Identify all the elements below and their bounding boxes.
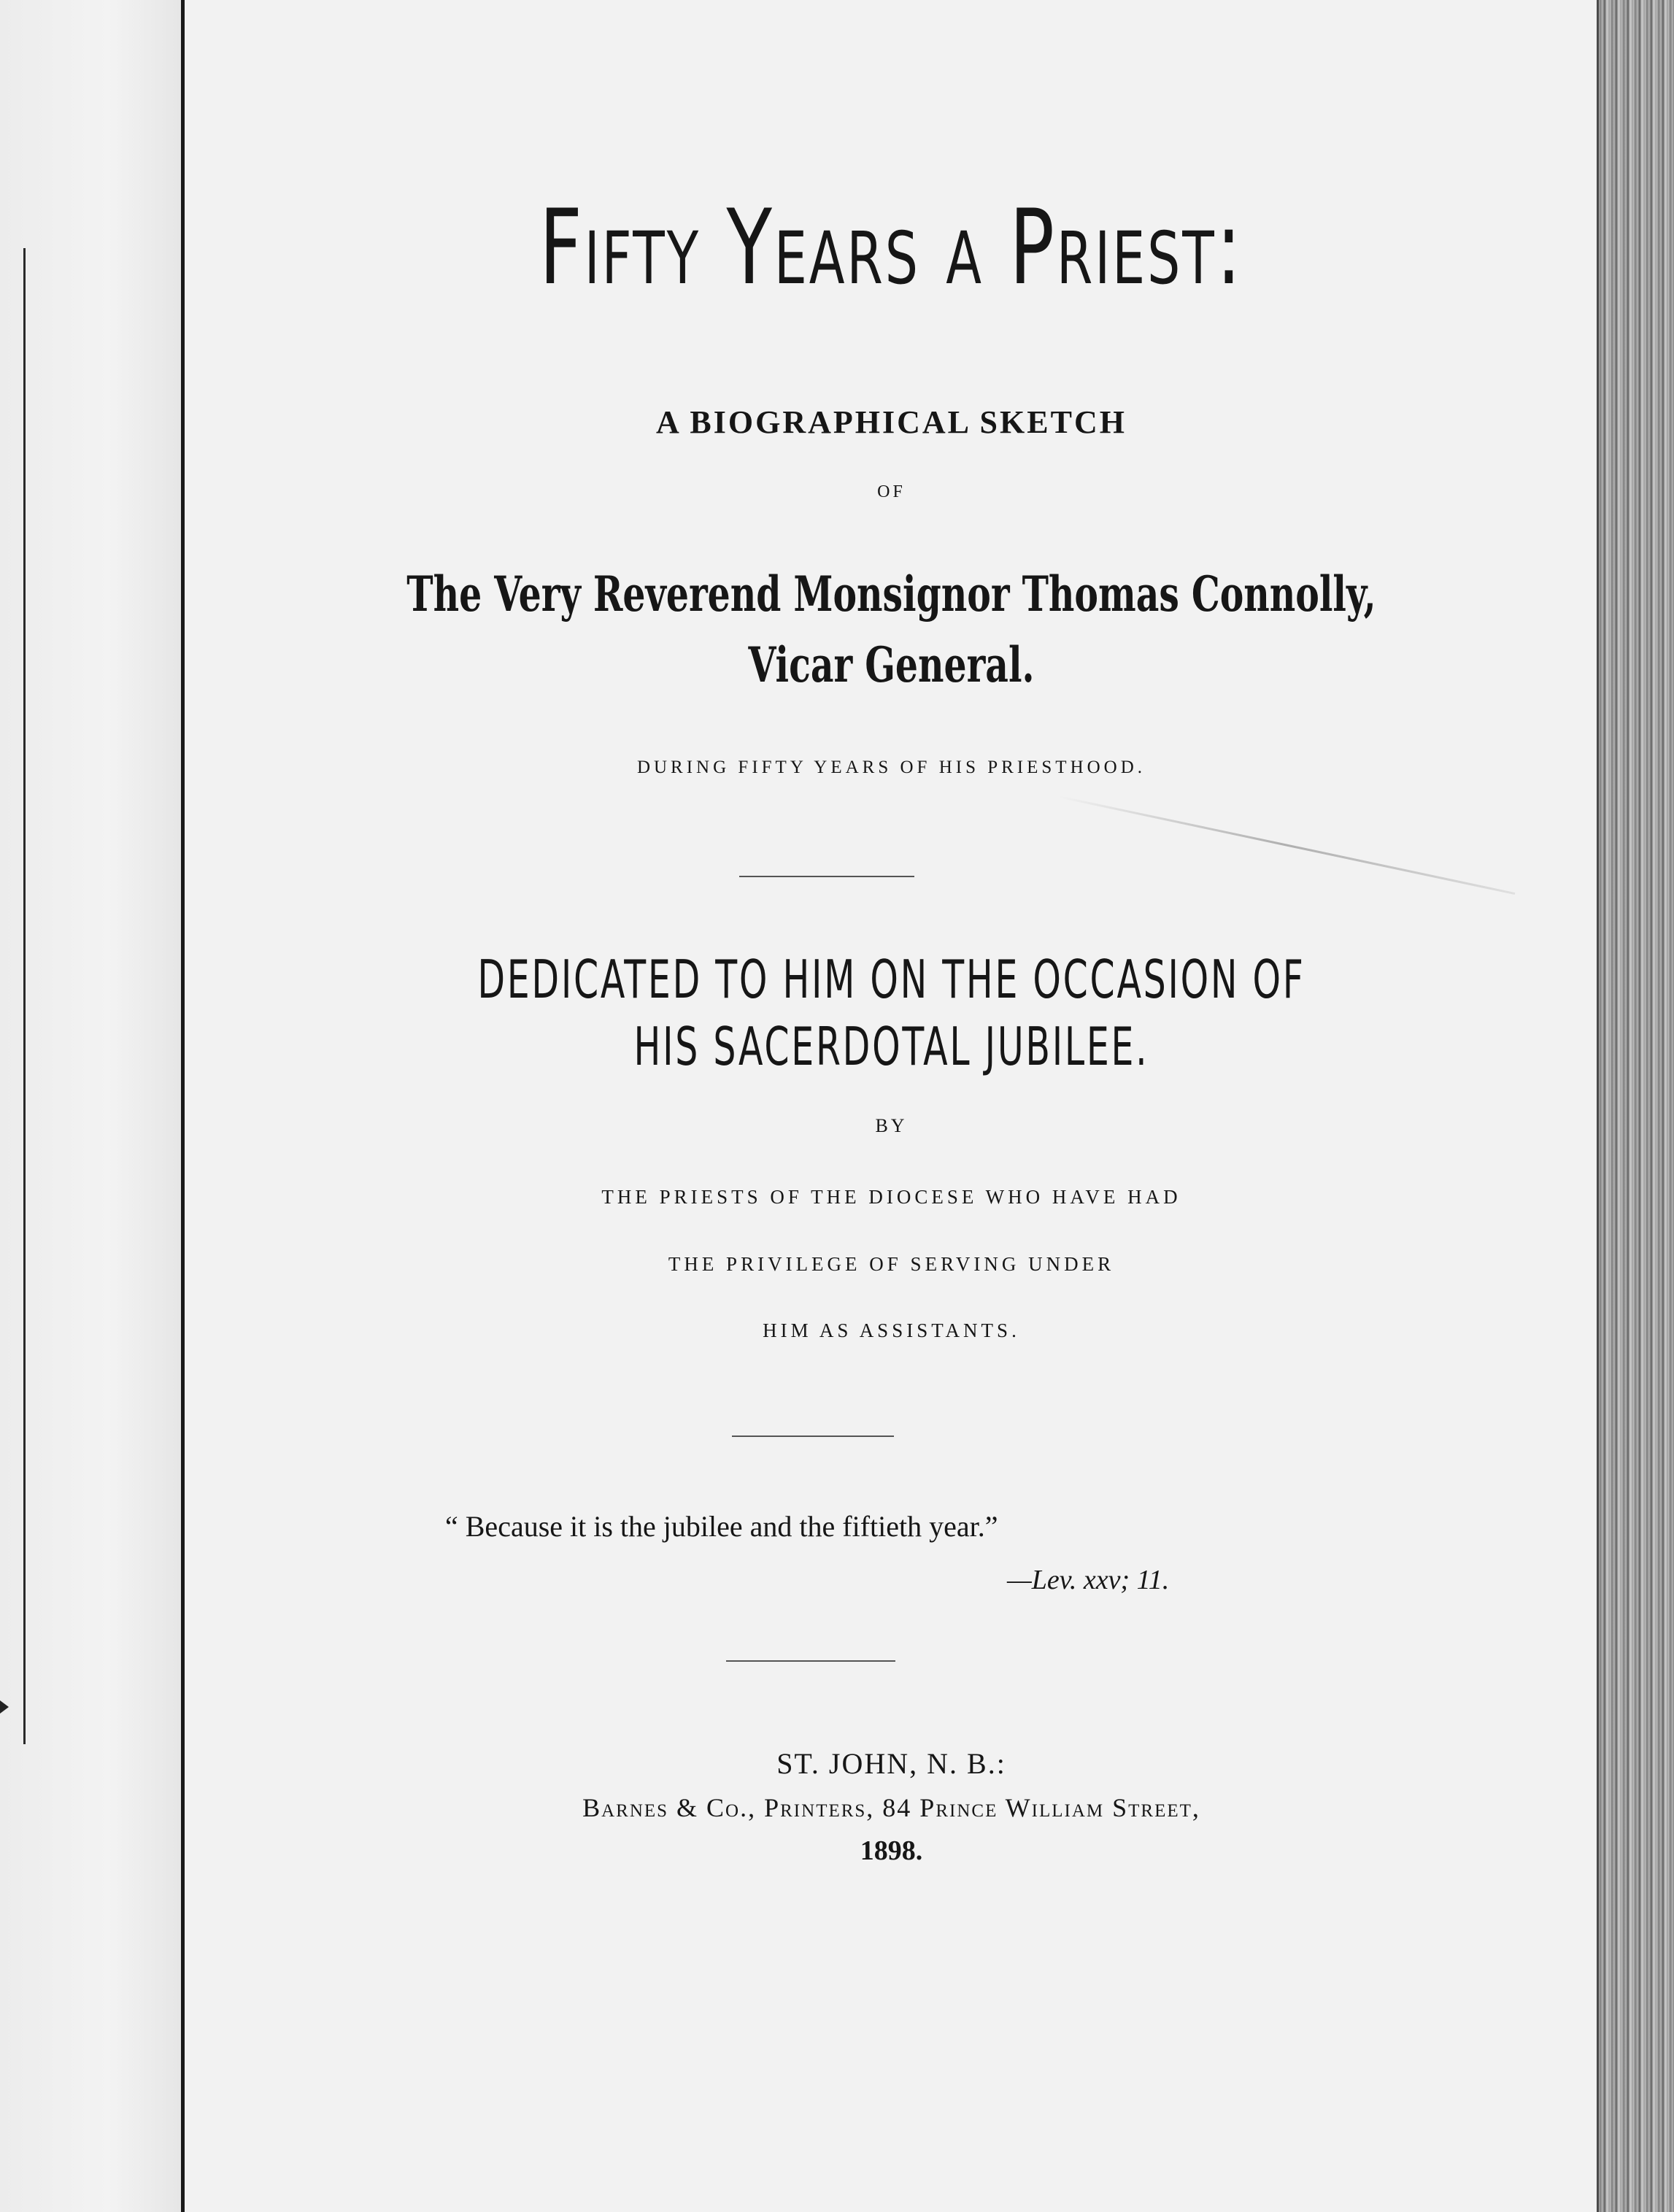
subtitle-of: OF bbox=[877, 482, 906, 501]
epigraph-citation: —Lev. xxv; 11. bbox=[1007, 1565, 1170, 1595]
imprint-place: ST. JOHN, N. B.: bbox=[776, 1747, 1006, 1780]
divider-rule-3 bbox=[726, 1660, 895, 1662]
dedication-line-2: HIS SACERDOTAL JUBILEE. bbox=[633, 1016, 1149, 1077]
imprint-year: 1898. bbox=[860, 1835, 923, 1866]
divider-rule-2 bbox=[732, 1436, 894, 1437]
by-line: BY bbox=[875, 1115, 908, 1136]
book-title: Fifty Years a Priest: bbox=[539, 188, 1243, 308]
imprint-printer: Barnes & Co., Printers, 84 Prince William Street, bbox=[582, 1793, 1200, 1822]
facing-page-edge bbox=[0, 0, 185, 2212]
epigraph-quote: “ Because it is the jubilee and the fiftieth year.” bbox=[445, 1510, 998, 1543]
priests-line-2: THE PRIVILEGE OF SERVING UNDER bbox=[668, 1253, 1115, 1275]
margin-marker bbox=[0, 1700, 9, 1714]
dedication-line-1: DEDICATED TO HIM ON THE OCCASION OF bbox=[477, 949, 1305, 1010]
during-line: DURING FIFTY YEARS OF HIS PRIESTHOOD. bbox=[636, 758, 1146, 777]
priests-line-1: THE PRIESTS OF THE DIOCESE WHO HAVE HAD bbox=[601, 1186, 1181, 1208]
subject-name: The Very Reverend Monsignor Thomas Connolly, bbox=[406, 566, 1376, 623]
subject-title: Vicar General. bbox=[748, 636, 1035, 693]
title-page bbox=[185, 0, 1598, 2212]
divider-rule-1 bbox=[739, 876, 914, 877]
priests-line-3: HIM AS ASSISTANTS. bbox=[763, 1319, 1020, 1341]
subtitle: A BIOGRAPHICAL SKETCH bbox=[656, 404, 1127, 440]
book-fore-edge bbox=[1598, 0, 1674, 2212]
gutter-crease bbox=[23, 248, 26, 1744]
